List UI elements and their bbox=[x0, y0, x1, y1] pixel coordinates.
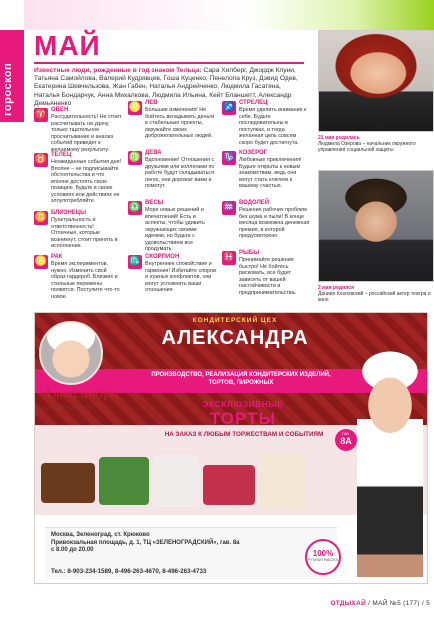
ad-logo bbox=[37, 387, 117, 421]
address-hours: с 8.00 до 20.00 bbox=[51, 547, 94, 553]
ad-brand: АЛЕКСАНДРА bbox=[161, 327, 309, 349]
sign-text: Большие изменения! Не бойтесь вкладывать деньги в стабильные проекты, окружайте своих доброжелательных людей. bbox=[145, 107, 215, 139]
cake-white bbox=[153, 455, 199, 507]
intro-lead: Известные люди, рожденные в год знаком Тельца: bbox=[34, 67, 202, 74]
issue-info: / МАЙ №5 (177) / 5 bbox=[368, 600, 430, 607]
sign-name: РЫБЫ bbox=[239, 250, 260, 256]
photo-caption bbox=[318, 285, 432, 303]
sign-virgo bbox=[128, 150, 216, 190]
phone-numbers: Тел.: 8-903-234-1589, 8-496-263-4670, 8-496-263-4733 bbox=[51, 568, 207, 575]
photo-kozlovsky bbox=[318, 170, 434, 282]
sign-name: СТРЕЛЕЦ bbox=[239, 100, 268, 106]
sign-capricorn bbox=[222, 150, 310, 190]
leo-icon: ♌ bbox=[128, 102, 142, 113]
taurus-icon: ♉ bbox=[34, 154, 48, 165]
seal-text: РУЧНАЯ РАБОТА bbox=[308, 558, 338, 562]
ad-header: КОНДИТЕРСКИЙ ЦЕХ bbox=[192, 317, 278, 324]
aries-icon: ♈ bbox=[34, 109, 48, 120]
page-title: МАЙ bbox=[34, 30, 101, 61]
caption-date: 21 мая родилась bbox=[318, 135, 360, 141]
advertisement[interactable] bbox=[34, 312, 428, 584]
child-chef-photo bbox=[357, 351, 423, 577]
pisces-icon: ♓ bbox=[222, 252, 236, 263]
cakes-photo bbox=[39, 453, 351, 517]
handmade-seal bbox=[305, 539, 341, 575]
pavilion-badge bbox=[335, 429, 357, 451]
sign-taurus bbox=[34, 152, 122, 205]
sign-text: Внутреннее спокойствие и гармония! Избегайте споров и нужных конфликтов, они могут усложнить ваши отношения. bbox=[145, 261, 216, 293]
caption-date: 2 мая родился bbox=[318, 285, 354, 291]
seal-percent: 100% bbox=[312, 549, 334, 558]
badge-label: ГАВ. bbox=[342, 432, 350, 436]
sign-text: Вдохновение! Отношения с друзьями или коллегами по работе будут складываться легко, они дорожат вами и помогут. bbox=[145, 157, 215, 189]
caption-text: Даниил Козловский – российский актер театра и кино bbox=[318, 291, 431, 303]
sign-name: БЛИЗНЕЦЫ bbox=[51, 210, 87, 216]
ad-exclusive: ЭКСКЛЮЗИВНЫЕ bbox=[202, 399, 284, 409]
aquarius-icon: ♒ bbox=[222, 202, 236, 213]
ad-services-line2: ТОРТОВ, ПИРОЖНЫХ bbox=[208, 380, 274, 386]
sign-text: Время экспериментов, нужно. Изменить свой образ гардероб. Близких и стильные перемены появятся. Поступите что-то новое. bbox=[51, 261, 120, 300]
sign-name: ТЕЛЕЦ bbox=[51, 152, 72, 158]
ad-logo-name: Александра bbox=[43, 387, 119, 401]
sign-text: Пунктуальность и ответственность! Отличные, которые возникнут, стоит принять в исполнение. bbox=[51, 217, 118, 249]
photo-ozerova bbox=[318, 30, 434, 132]
sign-text: Принимайте решения быстро! Не бойтесь рисковать, все будет зависеть от вашей настойчивости и предпринимательства. bbox=[239, 257, 297, 296]
cake-red bbox=[203, 465, 255, 505]
sign-pisces bbox=[222, 250, 310, 296]
ad-services bbox=[121, 371, 361, 387]
sign-name: ДЕВА bbox=[145, 150, 162, 156]
sign-text: Решение рабочих проблем без шума и пыли! В конце месяца возможна денежная премия, в которой предусмотрено. bbox=[239, 207, 310, 239]
address-city: Москва, Зеленоград, ст. Крюково bbox=[51, 532, 150, 538]
magazine-name: ОТДЫХАЙ bbox=[330, 600, 367, 607]
ad-logo-sub: КОНДИТЕРСКИЙ ЦЕХ bbox=[43, 405, 93, 410]
sign-name: ВЕСЫ bbox=[145, 200, 164, 206]
sign-aquarius bbox=[222, 200, 310, 240]
sign-gemini bbox=[34, 210, 122, 250]
scorpio-icon: ♏ bbox=[128, 256, 142, 267]
virgo-icon: ♍ bbox=[128, 152, 142, 163]
sign-cancer bbox=[34, 254, 122, 300]
ad-cakes-title: ТОРТЫ bbox=[209, 409, 277, 428]
sagittarius-icon: ♐ bbox=[222, 102, 236, 113]
sign-sagittarius bbox=[222, 100, 310, 146]
photo-caption bbox=[318, 135, 432, 153]
title-underline bbox=[34, 62, 304, 64]
sign-name: ОВЕН bbox=[51, 107, 69, 113]
caption-text: Людмила Озерова – начальник окружного управления социальной защиты bbox=[318, 141, 416, 153]
sign-text: Неожиданные события дня! Вполне – не подписывайте обстоятельства и что вполне достоять свою позицию. Будьте в своих условиях или действиях не злоупотребляйте. bbox=[51, 159, 122, 204]
sign-name: РАК bbox=[51, 254, 63, 260]
gemini-icon: ♊ bbox=[34, 212, 48, 223]
header-gradient-bar bbox=[24, 0, 434, 30]
section-tab bbox=[0, 30, 24, 122]
cake-tiered bbox=[259, 453, 305, 509]
cancer-icon: ♋ bbox=[34, 256, 48, 267]
sign-leo bbox=[128, 100, 216, 140]
sign-text: Море новых решений и впечатлений! Есть и аспекты, чтобы удивить окружающих своими идеями, но будьте с удовольствием все продумать. bbox=[145, 207, 205, 252]
cake-green bbox=[99, 457, 149, 505]
section-tab-label: гороскоп bbox=[2, 62, 14, 116]
sign-text: Рассудительность! Не стоит рассчитывать на удачу, только тщательное просчитывание и анализ событий приведет к желаемому результату. bbox=[51, 114, 122, 153]
sign-text: Время уделить внимание к себе. Будьте последовательны в поступках, и тогда желанная цель совсем скоро будет достигнута. bbox=[239, 107, 307, 146]
ad-services-line1: ПРОИЗВОДСТВО, РЕАЛИЗАЦИЯ КОНДИТЕРСКИХ ИЗДЕЛИЙ, bbox=[151, 372, 331, 378]
sign-name: СКОРПИОН bbox=[145, 254, 180, 260]
sign-name: КОЗЕРОГ bbox=[239, 150, 268, 156]
sign-name: ЛЕВ bbox=[145, 100, 158, 106]
sign-name: ВОДОЛЕЙ bbox=[239, 200, 270, 206]
sign-libra bbox=[128, 200, 216, 253]
address-block bbox=[45, 527, 337, 579]
intro-names: Сара Хилберг, Джордж Клуни, Татьяна Самойлова, Валерий Кудрявцев, Гоша Куценко, Пенелопа Круз, Дэвид Одев, Екатерина Шевчельзова, Жан Габен, Наталья Андрейченко, Людмила Гасатяна, Наталья Бондарчук, Анна Михалкова, Людмила Ильина, Кейт Бланшетт, Александр Демьяненко bbox=[34, 67, 298, 107]
address-line: Привокзальная площадь, д. 1, ТЦ «ЗЕЛЕНОГРАДСКИЙ», гав. 8а bbox=[51, 540, 240, 546]
capricorn-icon: ♑ bbox=[222, 152, 236, 163]
sign-text: Любовные приключения! Будьте открыты к новым знакомствам, ведь они могут стать ключом к вашему счастью. bbox=[239, 157, 302, 189]
libra-icon: ♎ bbox=[128, 202, 142, 213]
chef-child-portrait bbox=[39, 321, 103, 385]
ad-order-text: НА ЗАКАЗ К ЛЮБЫМ ТОРЖЕСТВАМ И СОБЫТИЯМ bbox=[164, 431, 324, 438]
cake-chocolate bbox=[41, 463, 95, 503]
badge-number: 8А bbox=[340, 436, 352, 446]
sign-scorpio bbox=[128, 254, 216, 294]
page-footer bbox=[300, 600, 430, 607]
sign-aries bbox=[34, 107, 122, 153]
